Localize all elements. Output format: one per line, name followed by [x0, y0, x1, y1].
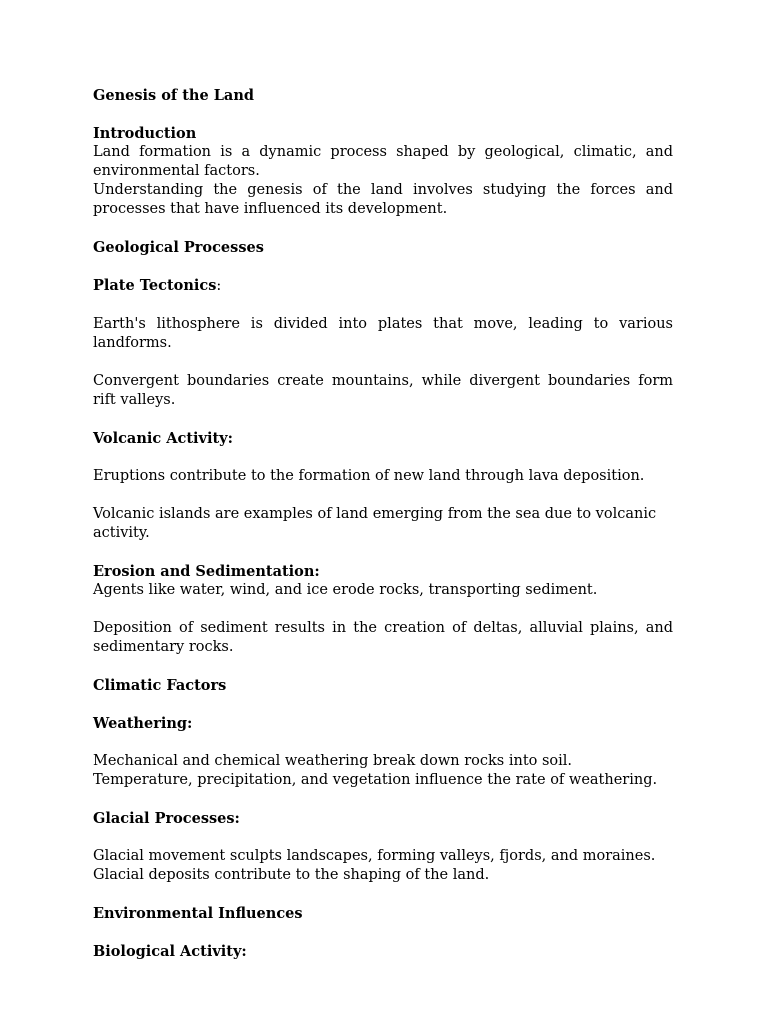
spacer [93, 219, 673, 238]
weathering-point-2: Temperature, precipitation, and vegetation influence the rate of weathering. [93, 772, 658, 788]
weathering-point-1: Mechanical and chemical weathering break down rocks into soil. [93, 753, 573, 769]
spacer [93, 923, 673, 942]
document-page [93, 86, 673, 961]
glacial-processes-point-1: Glacial movement sculpts landscapes, forming valleys, fjords, and moraines. [93, 848, 656, 864]
plate-tectonics-heading: Plate Tectonics [93, 277, 217, 294]
spacer [93, 790, 673, 809]
spacer [93, 600, 673, 619]
spacer [93, 885, 673, 904]
volcanic-activity-point-1: Eruptions contribute to the formation of new land through lava deposition. [93, 468, 645, 484]
spacer [93, 353, 673, 372]
introduction-heading: Introduction [93, 125, 197, 142]
spacer [93, 733, 673, 752]
spacer [93, 695, 673, 714]
spacer [93, 448, 673, 467]
spacer [93, 257, 673, 276]
plate-tectonics-point-1: Earth's lithosphere is divided into plates that move, leading to various landforms. [93, 316, 673, 351]
document-title: Genesis of the Land [93, 87, 255, 104]
spacer [93, 105, 673, 124]
glacial-processes-heading: Glacial Processes: [93, 810, 240, 827]
spacer [93, 657, 673, 676]
volcanic-activity-point-2: Volcanic islands are examples of land emerging from the sea due to volcanic activity. [93, 506, 657, 541]
plate-tectonics-point-2: Convergent boundaries create mountains, while divergent boundaries form rift valleys. [93, 373, 673, 408]
erosion-sedimentation-point-2: Deposition of sediment results in the creation of deltas, alluvial plains, and sedimentary rocks. [93, 620, 673, 655]
environmental-influences-heading: Environmental Influences [93, 905, 303, 922]
spacer [93, 828, 673, 847]
volcanic-activity-heading: Volcanic Activity: [93, 430, 233, 447]
biological-activity-heading: Biological Activity: [93, 943, 247, 960]
weathering-heading: Weathering: [93, 715, 193, 732]
spacer [93, 486, 673, 505]
climatic-factors-heading: Climatic Factors [93, 677, 227, 694]
introduction-paragraph-2: Understanding the genesis of the land involves studying the forces and processes that have influenced its development. [93, 182, 673, 217]
erosion-sedimentation-heading: Erosion and Sedimentation: [93, 563, 320, 580]
spacer [93, 543, 673, 562]
spacer [93, 410, 673, 429]
plate-tectonics-colon: : [216, 278, 222, 294]
plate-tectonics-heading-line [93, 276, 673, 296]
erosion-sedimentation-point-1: Agents like water, wind, and ice erode rocks, transporting sediment. [93, 582, 598, 598]
glacial-processes-point-2: Glacial deposits contribute to the shaping of the land. [93, 867, 490, 883]
spacer [93, 296, 673, 315]
geological-processes-heading: Geological Processes [93, 239, 264, 256]
introduction-paragraph-1: Land formation is a dynamic process shaped by geological, climatic, and environmental factors. [93, 144, 673, 179]
